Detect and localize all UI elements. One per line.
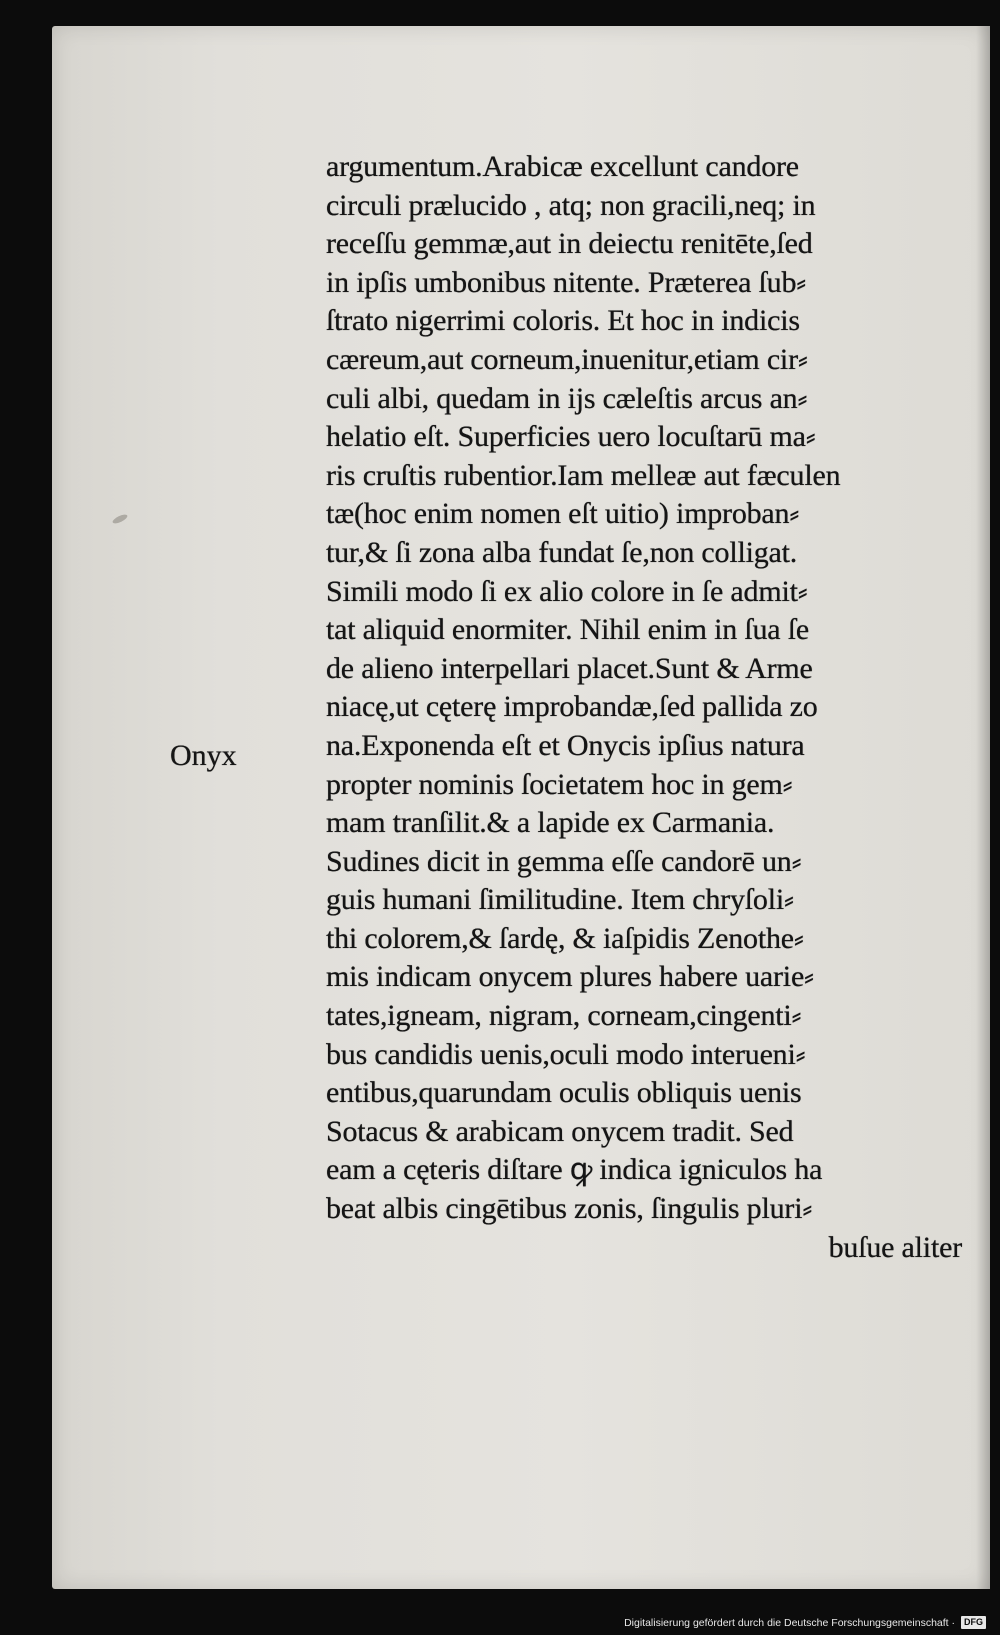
text-line: propter nominis ſocietatem hoc in gem⸗ bbox=[326, 767, 793, 801]
text-line: mam tranſilit.& a lapide ex Carmania. bbox=[326, 806, 775, 840]
text-line: eam a cęteris diſtare ꝙ indica igniculos ha bbox=[326, 1153, 823, 1187]
paper-speck bbox=[111, 513, 128, 525]
footer-text: Digitalisierung gefördert durch die Deutsche Forschungsgemeinschaft · bbox=[624, 1616, 955, 1629]
text-line: culi albi, quedam in ijs cæleſtis arcus an⸗ bbox=[326, 381, 808, 415]
text-line: Sudines dicit in gemma eſſe candorē un⸗ bbox=[326, 844, 802, 878]
text-line: cæreum,aut corneum,inuenitur,etiam cir⸗ bbox=[326, 342, 808, 376]
catchword: buſue aliter bbox=[828, 1230, 962, 1264]
text-line: de alieno interpellari placet.Sunt & Arme bbox=[326, 651, 813, 685]
text-line: tur,& ſi zona alba fundat ſe,non colligat. bbox=[326, 535, 798, 569]
text-line: tæ(hoc enim nomen eſt uitio) improban⸗ bbox=[326, 497, 800, 531]
body-text bbox=[326, 148, 962, 1267]
text-line: na.Exponenda eſt et Onycis ipſius natura bbox=[326, 728, 805, 762]
page-edge-shadow bbox=[976, 26, 990, 1589]
text-line: ris cruſtis rubentior.Iam melleæ aut fæculen bbox=[326, 458, 841, 492]
margin-note: Onyx bbox=[170, 739, 237, 772]
text-line: guis humani ſimilitudine. Item chryſoli⸗ bbox=[326, 883, 794, 917]
text-line: argumentum.Arabicæ excellunt candore bbox=[326, 150, 799, 183]
text-line: bus candidis uenis,oculi modo interueni⸗ bbox=[326, 1037, 806, 1071]
text-line: ſtrato nigerrimi coloris. Et hoc in indicis bbox=[326, 304, 800, 338]
text-line: receſſu gemmæ,aut in deiectu renitēte,ſed bbox=[326, 227, 813, 261]
text-line: beat albis cingētibus zonis, ſingulis pluri⸗ bbox=[326, 1192, 813, 1226]
text-line: niacę,ut cęterę improbandæ,ſed pallida zo bbox=[326, 690, 818, 724]
dfg-logo: DFG bbox=[961, 1616, 986, 1629]
text-line: Sotacus & arabicam onycem tradit. Sed bbox=[326, 1114, 794, 1148]
text-line: thi colorem,& ſardę, & iaſpidis Zenothe⸗ bbox=[326, 921, 804, 955]
text-line: Simili modo ſi ex alio colore in ſe admit⸗ bbox=[326, 574, 808, 608]
text-line: in ipſis umbonibus nitente. Præterea ſub⸗ bbox=[326, 265, 807, 299]
digitization-footer bbox=[624, 1616, 986, 1629]
text-line: tat aliquid enormiter. Nihil enim in ſua ſe bbox=[326, 613, 809, 647]
text-line: helatio eſt. Superficies uero locuſtarū ma⸗ bbox=[326, 420, 816, 454]
text-line: mis indicam onycem plures habere uarie⸗ bbox=[326, 960, 814, 994]
text-line: tates,igneam, nigram, corneam,cingenti⸗ bbox=[326, 999, 802, 1033]
text-line: circuli prælucido , atq; non gracili,neq; in bbox=[326, 188, 816, 222]
text-line: entibus,quarundam oculis obliquis uenis bbox=[326, 1076, 802, 1110]
